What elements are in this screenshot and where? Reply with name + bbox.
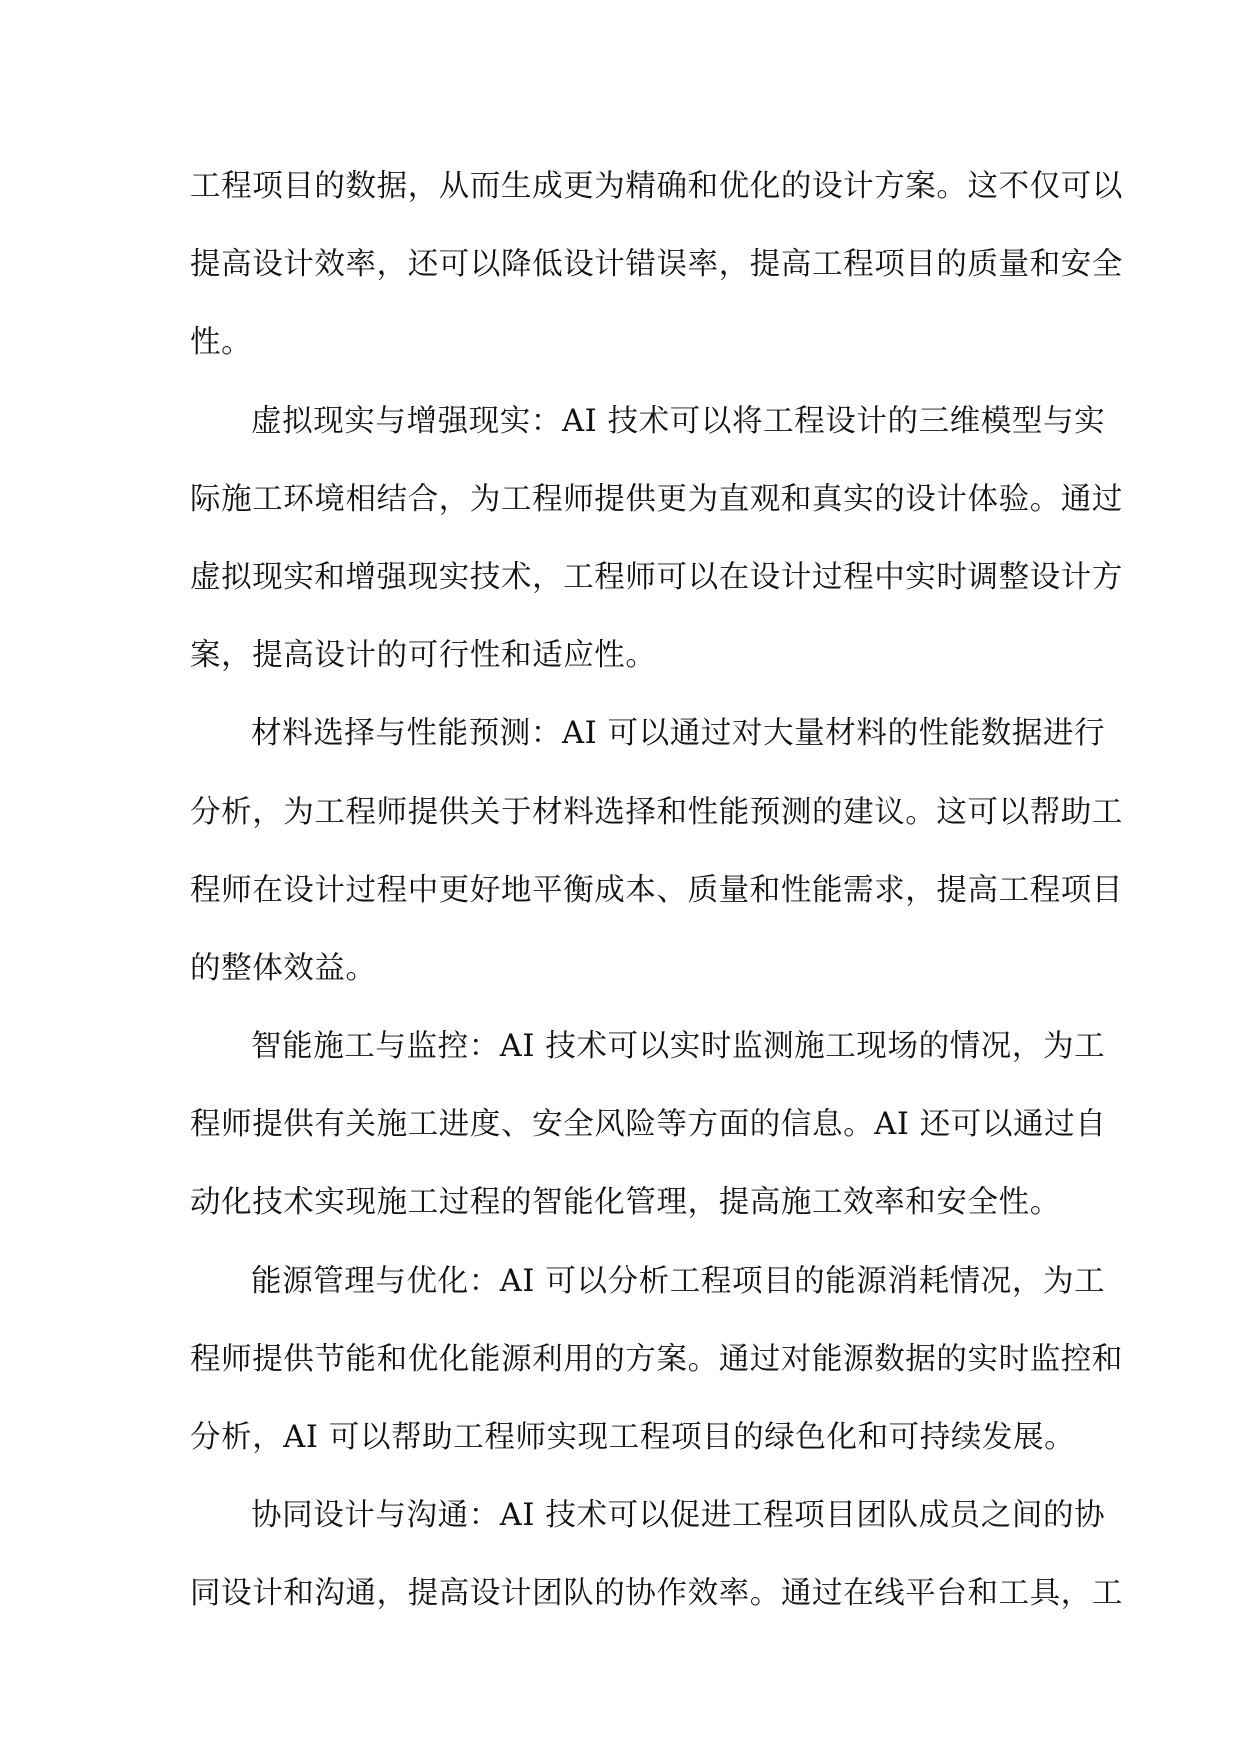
text-line: 程师提供有关施工进度、安全风险等方面的信息。AI 还可以通过自 [190,1107,1107,1143]
text-line: 材料选择与性能预测：AI 可以通过对大量材料的性能数据进行 [251,716,1106,752]
text-line: 分析，AI 可以帮助工程师实现工程项目的绿色化和可持续发展。 [190,1420,1076,1455]
text-line: 提高设计效率，还可以降低设计错误率，提高工程项目的质量和安全 [190,247,1123,283]
text-line: 动化技术实现施工过程的智能化管理，提高施工效率和安全性。 [190,1185,1061,1221]
paragraph-collaborative-design [190,1477,1123,1633]
text-line: 的整体效益。 [190,950,377,986]
text-line: 程师在设计过程中更好地平衡成本、质量和性能需求，提高工程项目 [190,872,1123,908]
paragraph-material-selection [190,695,1123,1008]
text-line: 分析，为工程师提供关于材料选择和性能预测的建议。这可以帮助工 [190,794,1123,830]
paragraph-design-optimization [190,148,1123,383]
text-line: 智能施工与监控：AI 技术可以实时监测施工现场的情况，为工 [251,1029,1106,1065]
text-line: 案，提高设计的可行性和适应性。 [190,638,657,674]
text-line: 程师提供节能和优化能源利用的方案。通过对能源数据的实时监控和 [190,1341,1123,1377]
text-line: 能源管理与优化：AI 可以分析工程项目的能源消耗情况，为工 [251,1263,1106,1299]
document-body [190,148,1123,1634]
text-line: 协同设计与沟通：AI 技术可以促进工程项目团队成员之间的协 [251,1498,1106,1534]
text-line: 性。 [190,325,253,361]
paragraph-energy-management [190,1243,1123,1478]
text-line: 际施工环境相结合，为工程师提供更为直观和真实的设计体验。通过 [190,481,1123,517]
paragraph-smart-construction [190,1008,1107,1243]
text-line: 同设计和沟通，提高设计团队的协作效率。通过在线平台和工具，工 [190,1576,1123,1612]
text-line: 工程项目的数据，从而生成更为精确和优化的设计方案。这不仅可以 [190,169,1123,204]
paragraph-vr-ar [190,383,1123,696]
text-line: 虚拟现实和增强现实技术，工程师可以在设计过程中实时调整设计方 [190,559,1123,595]
text-line: 虚拟现实与增强现实：AI 技术可以将工程设计的三维模型与实 [251,403,1106,439]
